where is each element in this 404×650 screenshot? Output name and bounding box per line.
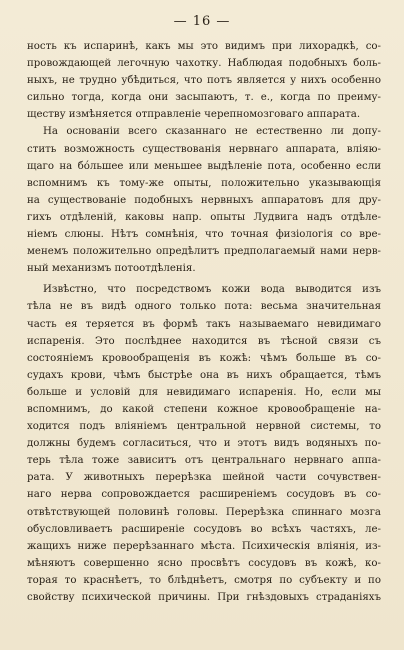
text-line: Извѣстно, что посредствомъ кожи вода выводится изъ: [43, 284, 381, 296]
text-line: обусловливаетъ расширеніе сосудовъ во всѣхъ частяхъ, ле-: [27, 523, 381, 535]
body-text: [27, 38, 381, 606]
text-line: должны будемъ согласиться, что и этотъ видъ водяныхъ по-: [27, 438, 381, 450]
text-line: провождающей легочную чахотку. Наблюдая подобныхъ боль-: [27, 58, 381, 70]
page-number: — 16 —: [173, 14, 231, 29]
text-line: ность къ испаринѣ, какъ мы это видимъ при лихорадкѣ, со-: [27, 41, 381, 52]
text-line: свойству психической причины. При гнѣздовыхъ страданіяхъ: [27, 592, 381, 603]
text-line: ходится подъ вліяніемъ центральной нервной системы, то: [27, 421, 381, 433]
text-line: мѣняютъ совершенно ясно просвѣтъ сосудовъ въ кожѣ, ко-: [27, 557, 381, 569]
text-line: отвѣтствующей половинѣ головы. Перерѣзка спиннаго мозга: [27, 506, 381, 518]
text-line: торая то краснѣетъ, то блѣднѣетъ, смотря по субъекту и по: [27, 574, 381, 586]
text-line: гихъ отдѣленій, каковы напр. опыты Лудвига надъ отдѣле-: [27, 211, 381, 223]
text-line: наго нерва сопровождается расширеніемъ сосудовъ въ со-: [27, 489, 381, 501]
text-line: тѣла не въ видѣ одного только пота: весьма значительная: [27, 301, 381, 313]
text-line: больше и условій для невидимаго испаренія. Но, если мы: [27, 386, 381, 398]
text-line: состояніемъ кровообращенія въ кожѣ: чѣмъ больше въ со-: [27, 352, 381, 364]
text-line: часть ея теряется въ формѣ такъ называемаго невидимаго: [27, 318, 381, 330]
text-line: ныхъ, не трудно убѣдиться, что потъ является у нихъ особенно: [27, 75, 381, 87]
text-line: на существованіе подобныхъ нервныхъ аппаратовъ для дру-: [27, 194, 381, 206]
text-line: На основаніи всего сказаннаго не естественно ли допу-: [43, 126, 381, 138]
text-line: испаренія. Это послѣднее находится въ тѣсной связи съ: [27, 335, 381, 347]
text-line: ніемъ слюны. Нѣтъ сомнѣнія, что точная физіологія со вре-: [27, 229, 381, 241]
text-line: терь тѣла тоже зависитъ отъ центральнаго нервнаго аппа-: [27, 455, 381, 467]
text-line: ный механизмъ потоотдѣленія.: [27, 263, 196, 275]
text-line: стить возможность существованія нервнаго аппарата, вліяю-: [27, 143, 381, 155]
text-line: вспомнимъ къ тому-же опыты, положительно указывающія: [27, 177, 381, 189]
text-line: рата. У животныхъ перерѣзка шейной части сочувствен-: [27, 472, 381, 484]
text-line: судахъ крови, чѣмъ быстрѣе она въ нихъ обращается, тѣмъ: [27, 369, 381, 381]
text-line: щаго на бо́льшее или меньшее выдѣленіе пота, особенно если: [27, 160, 381, 172]
text-line: менемъ положительно опредѣлитъ предполагаемый нами нерв-: [27, 246, 381, 258]
text-line: жащихъ ниже перерѣзаннаго мѣста. Психическія вліянія, из-: [27, 540, 381, 552]
text-line: вспомнимъ, до какой степени кожное кровообращеніе на-: [27, 403, 381, 415]
text-line: ществу измѣняется отправленіе черепномозговаго аппарата.: [27, 109, 361, 121]
text-line: сильно тогда, когда они засыпаютъ, т. е., когда по преиму-: [27, 92, 381, 104]
